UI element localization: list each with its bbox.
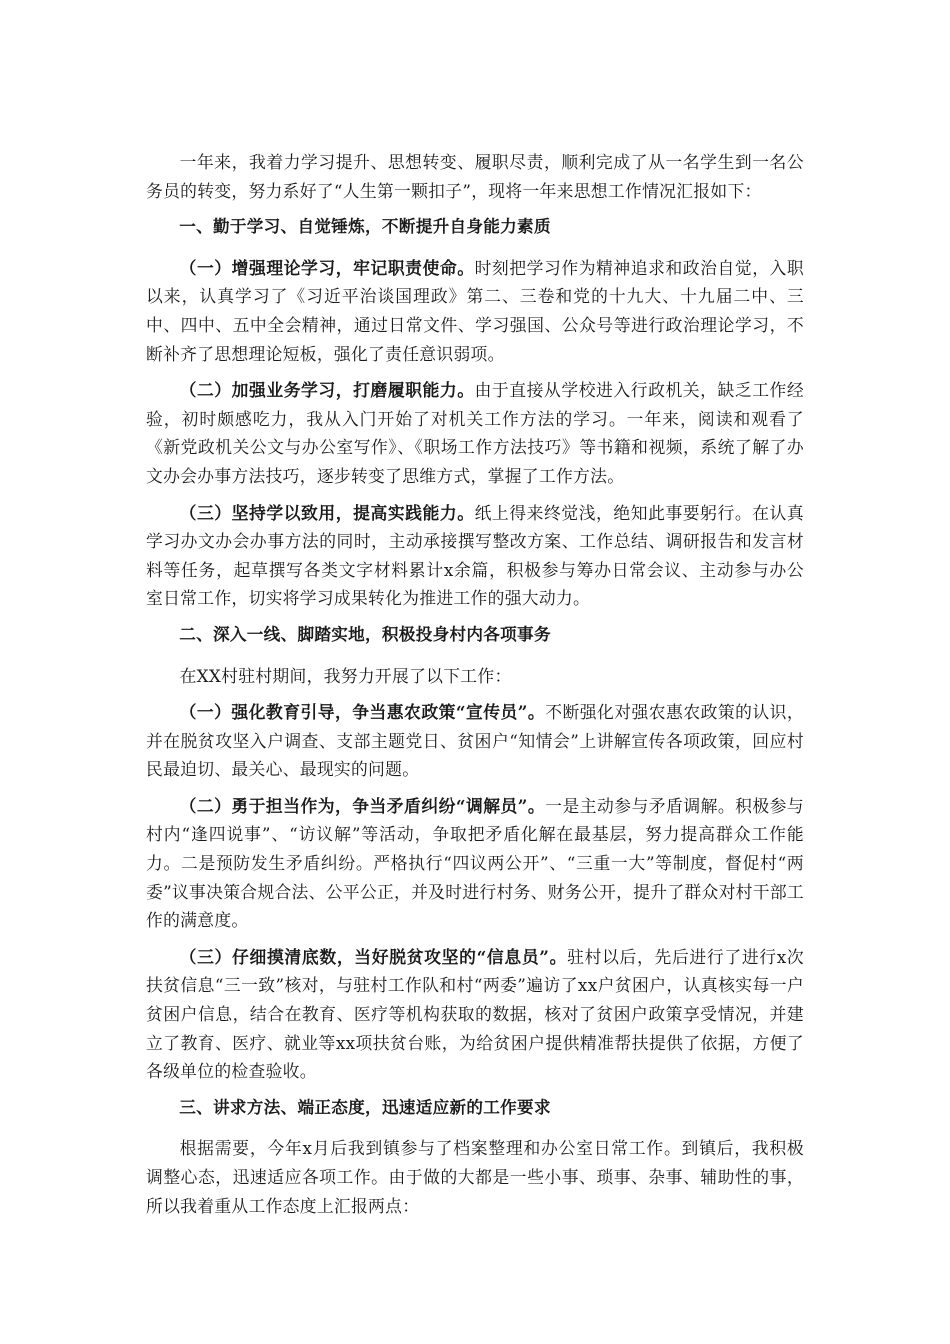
item-lead: （二）勇于担当作为，争当矛盾纠纷“调解员”。 (179, 795, 546, 816)
section-3-intro: 根据需要，今年x月后我到镇参与了档案整理和办公室日常工作。到镇后，我积极调整心态，迅速适应各项工作。由于做的大都是一些小事、琐事、杂事、辅助性的事，所以我着重从工作态度上汇报两点： (146, 1138, 804, 1216)
section-1-item-2 (146, 376, 804, 490)
section-1-item-3 (146, 499, 804, 613)
section-1-heading: 一、勤于学习、自觉锤炼，不断提升自身能力素质 (179, 217, 551, 237)
section-2-item-1 (146, 698, 804, 784)
item-text: 驻村以后，先后进行了进行x次扶贫信息“三一致”核对，与驻村工作队和村“两委”遍访了xx户贫困户，认真核实每一户贫困户信息，结合在教育、医疗等机构获取的数据，核对了贫困户政策享受情况，并建立了教育、医疗、就业等xx项扶贫台账，为给贫困户提供精准帮扶提供了依据，方便了各级单位的检查验收。 (146, 946, 804, 1082)
item-text: 一是主动参与矛盾调解。积极参与村内“逢四说事”、“访议解”等活动，争取把矛盾化解在最基层，努力提高群众工作能力。二是预防发生矛盾纠纷。严格执行“四议两公开”、“三重一大”等制度，督促村“两委”议事决策合规合法、公平公正，并及时进行村务、财务公开，提升了群众对村干部工作的满意度。 (146, 795, 804, 931)
item-text: 不断强化对强农惠农政策的认识，并在脱贫攻坚入户调查、支部主题党日、贫困户“知情会”上讲解宣传各项政策，回应村民最迫切、最关心、最现实的问题。 (146, 702, 804, 780)
item-lead: （三）坚持学以致用，提高实践能力。 (179, 502, 475, 523)
section-3-heading: 三、讲求方法、端正态度，迅速适应新的工作要求 (179, 1097, 551, 1117)
section-2-item-3 (146, 943, 804, 1086)
document-page (146, 148, 804, 1228)
intro-paragraph: 一年来，我着力学习提升、思想转变、履职尽责，顺利完成了从一名学生到一名公务员的转变，努力系好了“人生第一颗扣子”，现将一年来思想工作情况汇报如下： (146, 152, 804, 201)
section-2-intro: 在XX村驻村期间，我努力开展了以下工作： (179, 665, 512, 686)
item-lead: （三）仔细摸清底数，当好脱贫攻坚的“信息员”。 (179, 946, 568, 967)
section-2-heading: 二、深入一线、脚踏实地，积极投身村内各项事务 (179, 624, 551, 644)
item-text: 纸上得来终觉浅，绝知此事要躬行。在认真学习办文办会办事方法的同时，主动承接撰写整改方案、工作总结、调研报告和发言材料等任务，起草撰写各类文字材料累计x余篇，积极参与筹办日常会议、主动参与办公室日常工作，切实将学习成果转化为推进工作的强大动力。 (146, 502, 804, 609)
item-text: 由于直接从学校进入行政机关，缺乏工作经验，初时颇感吃力，我从入门开始了对机关工作方法的学习。一年来，阅读和观看了《新党政机关公文与办公室写作》、《职场工作方法技巧》等书籍和视频，系统了解了办文办会办事方法技巧，逐步转变了思维方式，掌握了工作方法。 (146, 380, 804, 486)
section-2-item-2 (146, 792, 804, 935)
item-lead: （一）增强理论学习，牢记职责使命。 (179, 257, 475, 278)
item-text: 时刻把学习作为精神追求和政治自觉，入职以来，认真学习了《习近平治谈国理政》第二、三卷和党的十九大、十九届二中、三中、四中、五中全会精神，通过日常文件、学习强国、公众号等进行政治理论学习，不断补齐了思想理论短板，强化了责任意识弱项。 (146, 257, 804, 364)
section-1-item-1 (146, 254, 804, 368)
item-lead: （二）加强业务学习，打磨履职能力。 (179, 380, 475, 401)
item-lead: （一）强化教育引导，争当惠农政策“宣传员”。 (179, 702, 546, 723)
